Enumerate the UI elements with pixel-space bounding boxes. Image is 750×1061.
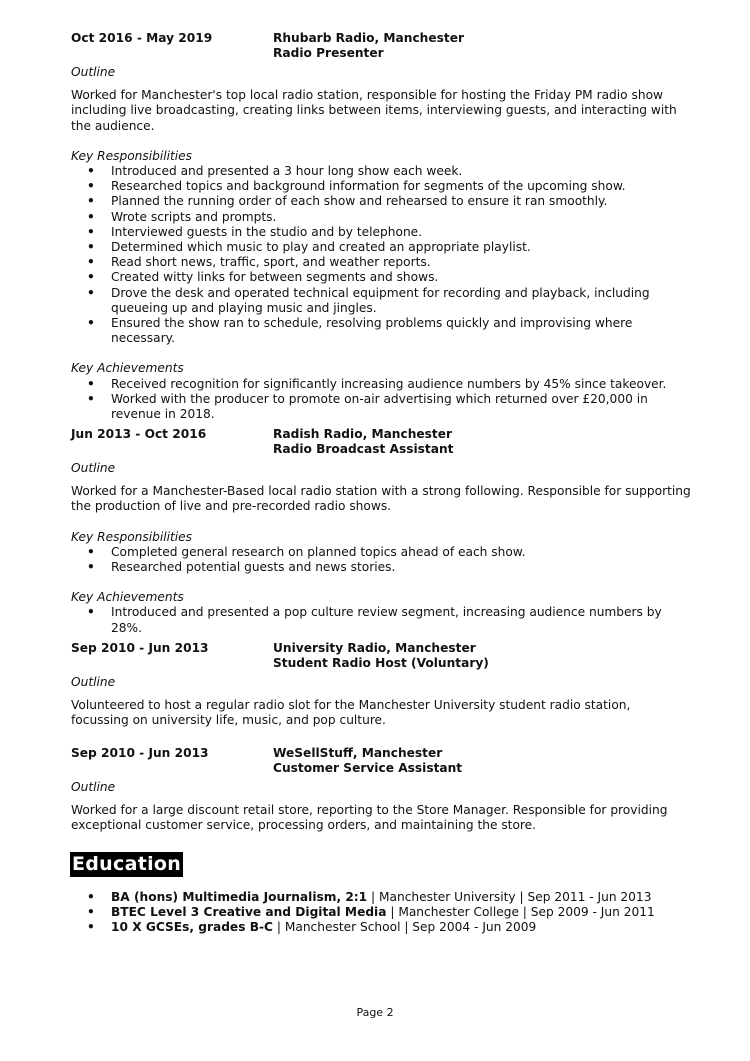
job-role: Radio Presenter xyxy=(273,46,384,61)
list-item: • Wrote scripts and prompts. xyxy=(111,210,691,225)
education-qualification: BA (hons) Multimedia Journalism, 2:1 xyxy=(111,890,368,904)
job-role: Customer Service Assistant xyxy=(273,761,463,776)
outline-text: Worked for Manchester's top local radio station, responsible for hosting the Friday PM radio show including live broadcasting, creating links between items, interviewing guests, and interacting with the audience. xyxy=(71,88,677,133)
job-rhubarb-radio xyxy=(71,31,691,422)
list-item: • Created witty links for between segments and shows. xyxy=(111,270,691,285)
achievements-list xyxy=(71,377,691,423)
education-item xyxy=(111,890,731,905)
job-organisation: WeSellStuff, Manchester xyxy=(273,746,443,760)
job-dates: Oct 2016 - May 2019 xyxy=(71,31,213,45)
list-item: • Researched potential guests and news stories. xyxy=(111,560,691,575)
education-item xyxy=(111,905,731,920)
achievements-label: Key Achievements xyxy=(71,590,184,605)
job-organisation: University Radio, Manchester xyxy=(273,641,476,655)
outline-text: Worked for a Manchester-Based local radio station with a strong following. Responsible for supporting the production of live and pre-recorded radio shows. xyxy=(71,484,691,514)
responsibilities-list xyxy=(71,164,691,346)
education-qualification: 10 X GCSEs, grades B-C xyxy=(111,920,273,935)
list-item: • Interviewed guests in the studio and by telephone. xyxy=(111,225,691,240)
responsibilities-list xyxy=(71,545,691,575)
outline-text: Worked for a large discount retail store, reporting to the Store Manager. Responsible for providing exceptional customer service, processing orders, and maintaining the store. xyxy=(71,803,668,833)
job-role: Student Radio Host (Voluntary) xyxy=(273,656,489,671)
achievements-label: Key Achievements xyxy=(71,361,184,376)
job-header xyxy=(71,31,691,63)
list-item: • Introduced and presented a pop culture review segment, increasing audience numbers by 28%. xyxy=(111,605,691,635)
list-item: • Drove the desk and operated technical equipment for recording and playback, including queueing up and playing music and jingles. xyxy=(111,286,691,316)
achievements-list xyxy=(71,605,691,635)
job-organisation: Rhubarb Radio, Manchester xyxy=(273,31,464,45)
job-header xyxy=(71,641,691,673)
list-item: • Researched topics and background information for segments of the upcoming show. xyxy=(111,179,691,194)
education-list xyxy=(71,890,731,936)
job-radish-radio xyxy=(71,427,691,636)
outline-label: Outline xyxy=(71,675,116,689)
list-item: • Completed general research on planned topics ahead of each show. xyxy=(111,545,691,560)
list-item: • Introduced and presented a 3 hour long show each week. xyxy=(111,164,691,179)
education-details: | Manchester College | Sep 2009 - Jun 2011 xyxy=(386,905,655,920)
responsibilities-label: Key Responsibilities xyxy=(71,529,193,544)
list-item: • Planned the running order of each show and rehearsed to ensure it ran smoothly. xyxy=(111,194,691,209)
job-wesellstuff xyxy=(71,746,691,834)
education-qualification: BTEC Level 3 Creative and Digital Media xyxy=(111,905,387,920)
list-item: • Worked with the producer to promote on-air advertising which returned over £20,000 in revenue in 2018. xyxy=(111,392,691,422)
education-details: | Manchester University | Sep 2011 - Jun 2013 xyxy=(367,890,652,904)
job-dates: Sep 2010 - Jun 2013 xyxy=(71,641,209,655)
job-dates: Sep 2010 - Jun 2013 xyxy=(71,746,209,760)
education-details: | Manchester School | Sep 2004 - Jun 2009 xyxy=(273,920,537,935)
outline-text: Volunteered to host a regular radio slot for the Manchester University student radio station, focussing on university life, music, and pop culture. xyxy=(71,698,631,728)
job-header xyxy=(71,746,691,778)
list-item: • Received recognition for significantly increasing audience numbers by 45% since takeover. xyxy=(111,377,691,392)
job-organisation: Radish Radio, Manchester xyxy=(273,427,452,441)
job-university-radio xyxy=(71,641,691,729)
outline-label: Outline xyxy=(71,65,116,79)
list-item: • Determined which music to play and created an appropriate playlist. xyxy=(111,240,691,255)
education-heading: Education xyxy=(72,853,182,875)
education-item xyxy=(111,920,731,935)
job-dates: Jun 2013 - Oct 2016 xyxy=(71,427,207,441)
responsibilities-label: Key Responsibilities xyxy=(71,148,193,163)
list-item: • Read short news, traffic, sport, and weather reports. xyxy=(111,255,691,270)
page-number: Page 2 xyxy=(356,1006,394,1019)
job-header xyxy=(71,427,691,459)
job-role: Radio Broadcast Assistant xyxy=(273,442,454,457)
outline-label: Outline xyxy=(71,780,116,794)
list-item: • Ensured the show ran to schedule, resolving problems quickly and improvising where necessary. xyxy=(111,316,691,346)
outline-label: Outline xyxy=(71,461,116,475)
